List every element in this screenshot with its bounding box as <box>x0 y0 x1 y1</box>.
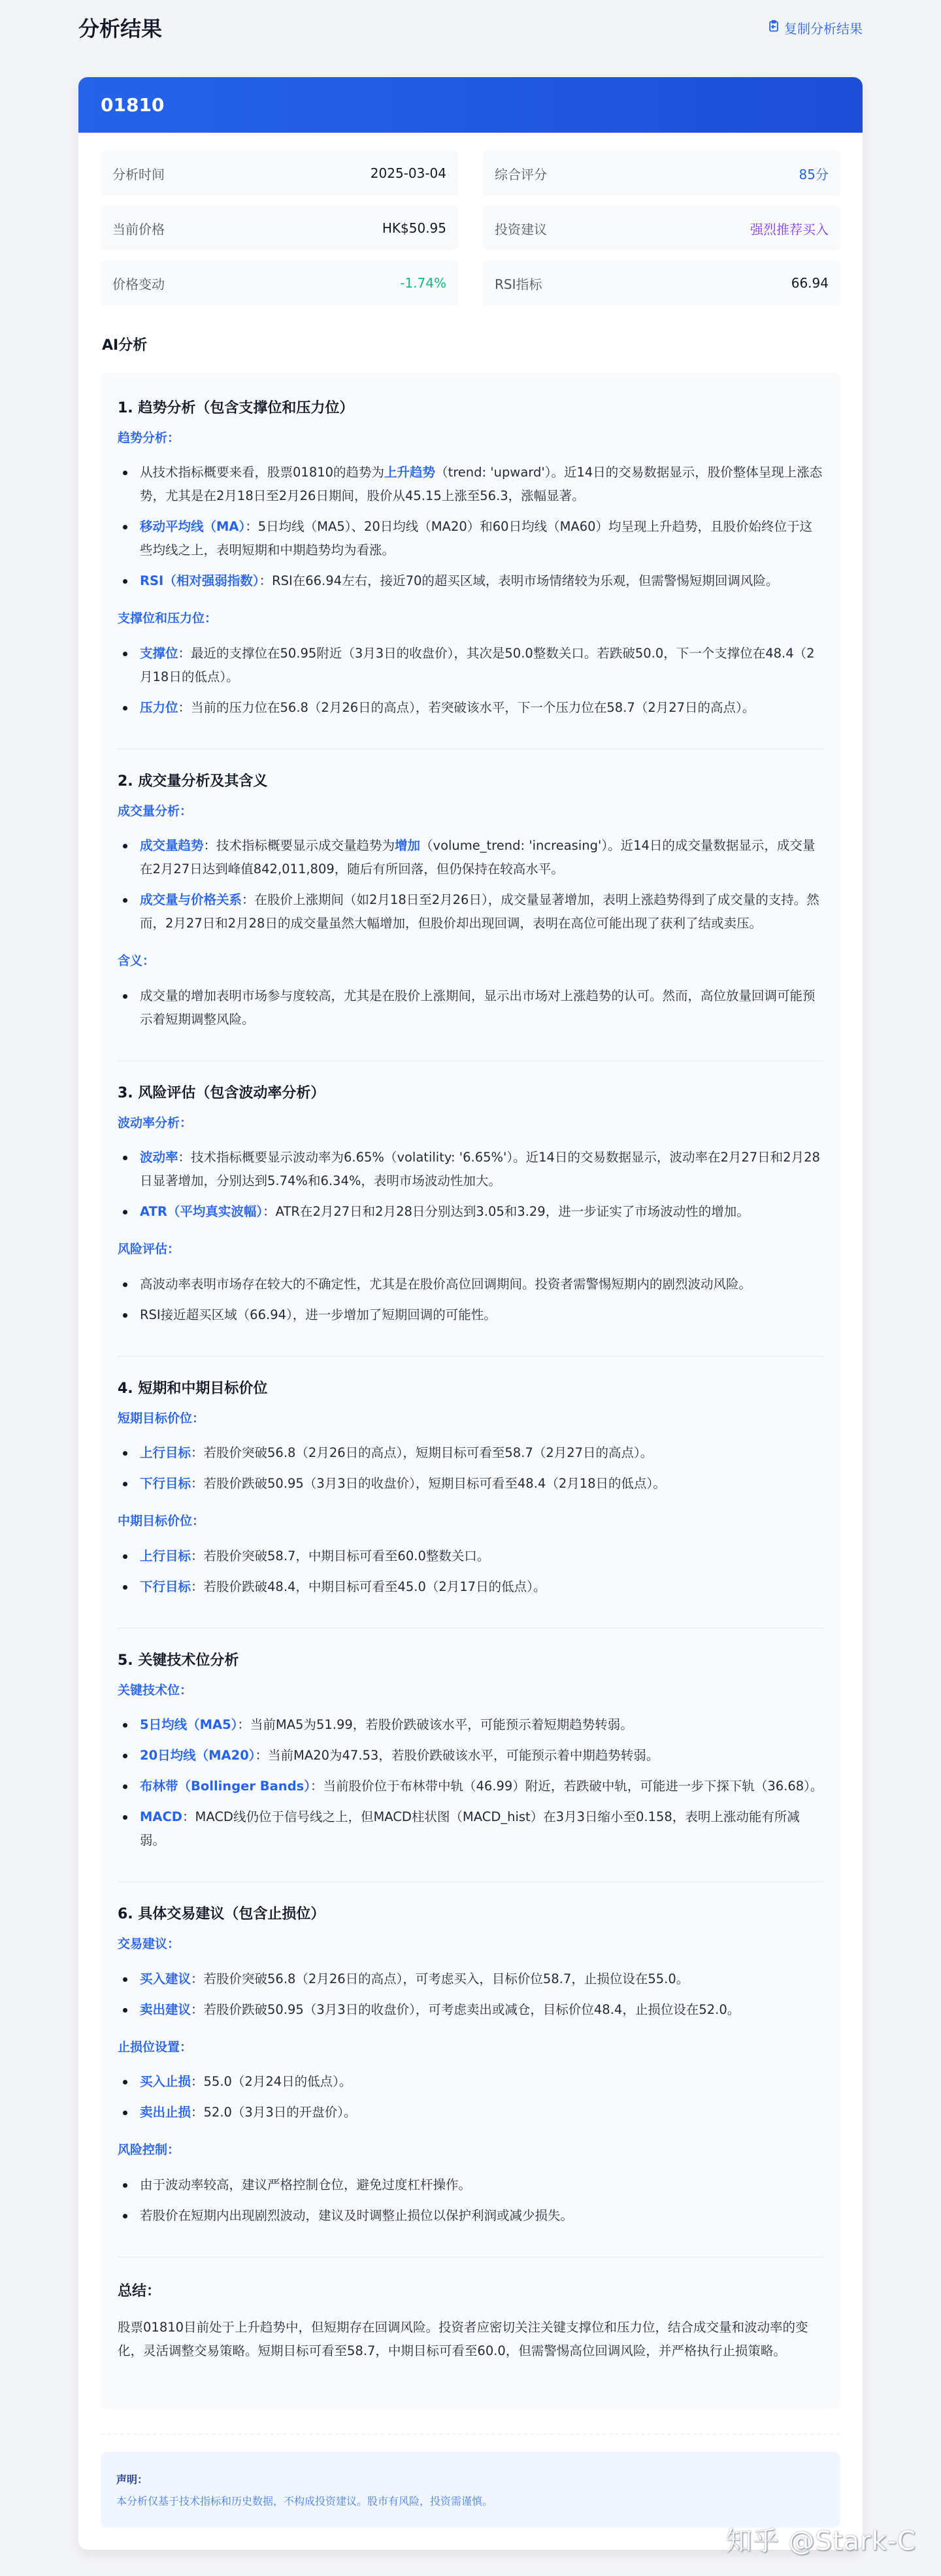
subsection-title: 成交量分析： <box>118 803 193 818</box>
analysis-section <box>118 772 823 1062</box>
item-text: ：52.0（3月3日的开盘价）。 <box>191 2105 357 2120</box>
item-term: 成交量与价格关系 <box>140 892 242 908</box>
summary-text: 股票01810目前处于上升趋势中，但短期存在回调风险。投资者应密切关注关键支撑位和压力位，结合成交量和波动率的变化，灵活调整交易策略。短期目标可看至58.7，中期目标可看至60.0，但需警惕高位回调风险，并严格执行止损策略。 <box>118 2319 808 2358</box>
stock-header <box>78 77 863 133</box>
metric-item <box>101 206 458 250</box>
copy-results-button[interactable] <box>767 18 863 37</box>
item-term: MACD <box>140 1809 182 1825</box>
item-term: 买入建议 <box>140 1971 191 1986</box>
section-title: 4. 短期和中期目标价位 <box>118 1380 268 1397</box>
item-term: 卖出止损 <box>140 2105 191 2120</box>
item-text: RSI接近超买区域（66.94），进一步增加了短期回调的可能性。 <box>140 1307 497 1322</box>
item-term: 移动平均线（MA） <box>140 519 246 535</box>
subsection-title: 中期目标价位： <box>118 1514 205 1529</box>
list-item <box>118 1998 823 2022</box>
bullet-list <box>118 1713 823 1852</box>
item-term: 增加 <box>395 838 421 854</box>
bullet-list <box>118 1545 823 1599</box>
list-item <box>118 461 823 508</box>
item-text: ：若股价跌破50.95（3月3日的收盘价），可考虑卖出或减仓，目标价位48.4，止损位设在52.0。 <box>191 2001 740 2017</box>
item-text: 成交量的增加表明市场参与度较高，尤其是在股价上涨期间，显示出市场对上涨趋势的认可。然而，高位放量回调可能预示着短期调整风险。 <box>140 988 816 1027</box>
metric-label: 分析时间 <box>112 166 165 182</box>
list-item <box>118 2101 823 2124</box>
item-term: 上升趋势 <box>384 465 436 480</box>
list-item <box>118 1303 823 1327</box>
list-item <box>118 515 823 562</box>
metric-item <box>101 261 458 305</box>
summary-block <box>118 2280 823 2363</box>
analysis-section <box>118 1651 823 1882</box>
item-term: 20日均线（MA20） <box>140 1748 256 1764</box>
metric-value: 2025-03-04 <box>370 165 446 181</box>
list-item <box>118 1273 823 1296</box>
metric-label: RSI指标 <box>495 276 542 292</box>
metric-label: 综合评分 <box>495 166 547 182</box>
item-text: ：若股价跌破50.95（3月3日的收盘价），短期目标可看至48.4（2月18日的低点）。 <box>191 1476 666 1492</box>
page-header <box>78 13 863 42</box>
disclaimer-title: 声明： <box>116 2473 148 2486</box>
item-text: ：若股价突破56.8（2月26日的高点），可考虑买入，目标价位58.7，止损位设在55.0。 <box>191 1971 689 1986</box>
analysis-section <box>118 1905 823 2258</box>
list-item <box>118 1441 823 1465</box>
list-item <box>118 834 823 881</box>
subsection-title: 短期目标价位： <box>118 1411 205 1426</box>
item-text: ：若股价突破56.8（2月26日的高点），短期目标可看至58.7（2月27日的高点）。 <box>191 1445 653 1461</box>
metrics-grid <box>101 151 840 305</box>
item-text: ：技术指标概要显示波动率为6.65%（volatility: '6.65%'）。近14日的交易数据显示，波动率在2月27日和2月28日显著增加，分别达到5.74%和6.34%，表明市场波动性加大。 <box>140 1150 820 1189</box>
item-term: 下行目标 <box>140 1579 191 1594</box>
page-title: 分析结果 <box>78 16 163 41</box>
bullet-list <box>118 2070 823 2124</box>
metric-item <box>483 206 840 250</box>
ai-analysis-title: AI分析 <box>102 337 148 354</box>
item-text: ：当前MA20为47.53，若股价跌破该水平，可能预示着中期趋势转弱。 <box>255 1748 659 1764</box>
item-text: ：技术指标概要显示成交量趋势为 <box>203 838 395 854</box>
analysis-body <box>78 133 863 2550</box>
metric-value: 强烈推荐买入 <box>750 221 829 237</box>
analysis-section <box>118 1379 823 1629</box>
item-text: ：5日均线（MA5）、20日均线（MA20）和60日均线（MA60）均呈现上升趋势，且股价始终位于这些均线之上，表明短期和中期趋势均为看涨。 <box>140 519 813 558</box>
item-text: ：ATR在2月27日和2月28日分别达到3.05和3.29，进一步证实了市场波动性的增加。 <box>263 1204 750 1220</box>
section-title: 6. 具体交易建议（包含止损位） <box>118 1906 325 1923</box>
item-text: （volume_trend: 'increasing'）。近14日的成交量数据显示，成交量在2月27日达到峰值842,011,809，随后有所回落，但仍保持在较高水平。 <box>140 838 816 877</box>
ai-analysis-content <box>101 373 840 2409</box>
metric-item <box>483 261 840 305</box>
summary-title: 总结： <box>118 2283 161 2300</box>
list-item <box>118 2204 823 2228</box>
list-item <box>118 1200 823 1224</box>
item-text: ：当前股价位于布林带中轨（46.99）附近，若跌破中轨，可能进一步下探下轨（36.68）。 <box>310 1779 823 1794</box>
item-term: 5日均线（MA5） <box>140 1717 238 1733</box>
subsection-title: 风险控制： <box>118 2143 180 2158</box>
list-item <box>118 1805 823 1852</box>
subsection-title: 含义： <box>118 954 156 969</box>
bullet-list <box>118 1273 823 1327</box>
list-item <box>118 984 823 1031</box>
watermark: 知乎 @Stark-C <box>725 2526 916 2556</box>
item-term: 支撑位 <box>140 645 178 661</box>
list-item <box>118 1775 823 1798</box>
bullet-list <box>118 984 823 1031</box>
list-item <box>118 2070 823 2094</box>
metric-item <box>483 151 840 195</box>
section-title: 5. 关键技术位分析 <box>118 1652 239 1669</box>
list-item <box>118 1575 823 1599</box>
clipboard-copy-icon <box>767 20 780 36</box>
metric-item <box>101 151 458 195</box>
list-item <box>118 569 823 593</box>
analysis-section <box>118 1084 823 1357</box>
item-text: ：RSI在66.94左右，接近70的超买区域，表明市场情绪较为乐观，但需警惕短期回调风险。 <box>259 573 779 589</box>
list-item <box>118 888 823 935</box>
item-term: 上行目标 <box>140 1548 191 1564</box>
subsection-title: 止损位设置： <box>118 2039 193 2054</box>
analysis-card <box>78 77 863 2550</box>
section-title: 2. 成交量分析及其含义 <box>118 773 268 790</box>
item-text: ：55.0（2月24日的低点）。 <box>191 2074 352 2090</box>
bullet-list <box>118 461 823 593</box>
disclaimer-box <box>101 2452 840 2528</box>
item-text: ：当前的压力位在56.8（2月26日的高点），若突破该水平，下一个压力位在58.7（2月27日的高点）。 <box>178 699 755 715</box>
stock-symbol: 01810 <box>101 94 165 116</box>
disclaimer-text: 本分析仅基于技术指标和历史数据，不构成投资建议。股市有风险，投资需谨慎。 <box>116 2494 493 2507</box>
bullet-list <box>118 1967 823 2022</box>
subsection-title: 支撑位和压力位： <box>118 611 218 626</box>
bullet-list <box>118 642 823 720</box>
metric-value: 85分 <box>799 166 829 182</box>
item-term: 波动率 <box>140 1150 178 1165</box>
list-item <box>118 1713 823 1737</box>
item-term: 上行目标 <box>140 1445 191 1461</box>
bullet-list <box>118 1441 823 1496</box>
item-text: ：若股价跌破48.4，中期目标可看至45.0（2月17日的低点）。 <box>191 1579 546 1594</box>
metric-label: 当前价格 <box>112 221 165 237</box>
subsection-title: 交易建议： <box>118 1937 180 1952</box>
item-term: 成交量趋势 <box>140 838 204 854</box>
section-title: 3. 风险评估（包含波动率分析） <box>118 1084 325 1101</box>
metric-label: 投资建议 <box>495 221 547 237</box>
section-title: 1. 趋势分析（包含支撑位和压力位） <box>118 400 354 416</box>
list-item <box>118 2173 823 2197</box>
subsection-title: 风险评估： <box>118 1242 180 1257</box>
list-item <box>118 1472 823 1496</box>
list-item <box>118 1545 823 1568</box>
divider <box>101 2434 840 2435</box>
metric-value: -1.74% <box>400 275 446 291</box>
item-text: ：在股价上涨期间（如2月18日至2月26日），成交量显著增加，表明上涨趋势得到了成交量的支持。然而，2月27日和2月28日的成交量虽然大幅增加，但股价却出现回调，表明在高位可能出现了获利了结或卖压。 <box>140 892 819 931</box>
metric-value: 66.94 <box>791 275 829 291</box>
bullet-list <box>118 1146 823 1224</box>
item-term: RSI（相对强弱指数） <box>140 573 259 589</box>
subsection-title: 趋势分析： <box>118 430 180 445</box>
metric-label: 价格变动 <box>112 276 165 292</box>
item-text: ：最近的支撑位在50.95附近（3月3日的收盘价），其次是50.0整数关口。若跌破50.0，下一个支撑位在48.4（2月18日的低点）。 <box>140 645 815 684</box>
subsection-title: 波动率分析： <box>118 1115 193 1130</box>
item-term: ATR（平均真实波幅） <box>140 1204 263 1220</box>
item-term: 买入止损 <box>140 2074 191 2090</box>
item-text: （trend: 'upward'）。近14日的交易数据显示，股价整体呈现上涨态势，尤其是在2月18日至2月26日期间，股价从45.15上涨至56.3，涨幅显著。 <box>140 465 823 504</box>
item-term: 卖出建议 <box>140 2001 191 2017</box>
list-item <box>118 1146 823 1193</box>
item-text: 由于波动率较高，建议严格控制仓位，避免过度杠杆操作。 <box>140 2177 472 2192</box>
item-text: 若股价在短期内出现剧烈波动，建议及时调整止损位以保护利润或减少损失。 <box>140 2207 574 2223</box>
item-text: 高波动率表明市场存在较大的不确定性，尤其是在股价高位回调期间。投资者需警惕短期内的剧烈波动风险。 <box>140 1276 752 1292</box>
item-text: ：当前MA5为51.99，若股价跌破该水平，可能预示着短期趋势转弱。 <box>237 1717 633 1733</box>
item-term: 压力位 <box>140 699 178 715</box>
item-text: ：MACD线仍位于信号线之上，但MACD柱状图（MACD_hist）在3月3日缩小至0.158，表明上涨动能有所减弱。 <box>140 1809 800 1848</box>
metric-value: HK$50.95 <box>382 220 446 236</box>
item-term: 布林带（Bollinger Bands） <box>140 1779 311 1794</box>
copy-results-label: 复制分析结果 <box>784 20 863 37</box>
item-text: 从技术指标概要来看，股票01810的趋势为 <box>140 465 385 480</box>
item-term: 下行目标 <box>140 1476 191 1492</box>
list-item <box>118 642 823 689</box>
list-item <box>118 1744 823 1767</box>
subsection-title: 关键技术位： <box>118 1682 193 1698</box>
bullet-list <box>118 2173 823 2228</box>
item-text: ：若股价突破58.7，中期目标可看至60.0整数关口。 <box>191 1548 490 1564</box>
analysis-section <box>118 399 823 750</box>
list-item <box>118 1967 823 1991</box>
list-item <box>118 696 823 720</box>
bullet-list <box>118 834 823 935</box>
